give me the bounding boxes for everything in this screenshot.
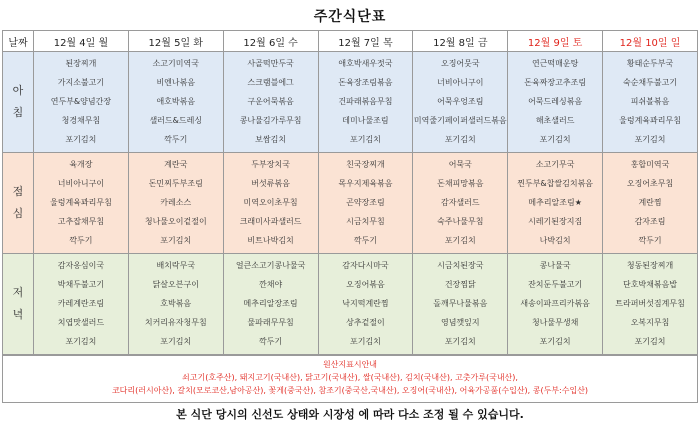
menu-item: 돌깨무나물볶음 — [433, 298, 488, 308]
menu-item: 상추겉절이 — [346, 318, 385, 328]
menu-item: 데미나물조림 — [342, 116, 389, 126]
meal-label-char: 점 — [12, 185, 24, 198]
day-header-saturday: 12월 9일 토 — [508, 31, 603, 52]
menu-item: 된장찌개 — [65, 58, 97, 68]
menu-item: 깍두기 — [259, 337, 283, 347]
menu-cell-list — [508, 254, 602, 354]
menu-item: 돈육짜장고추조림 — [524, 77, 587, 87]
menu-cell-list — [34, 52, 128, 152]
menu-item: 돈육장조림볶음 — [338, 77, 393, 87]
menu-table — [2, 30, 698, 355]
menu-item: 소고기미역국 — [152, 58, 199, 68]
menu-item: 청나물오이겉절이 — [144, 217, 207, 227]
menu-item: 시금치무침 — [346, 217, 385, 227]
menu-cell — [413, 52, 508, 153]
menu-cell — [128, 254, 223, 355]
day-header-sunday: 12월 10일 일 — [603, 31, 698, 52]
menu-item: 피쉬볼볶음 — [630, 96, 670, 106]
menu-cell-list — [129, 254, 223, 354]
menu-item: 보쌈김치 — [255, 135, 287, 145]
menu-item: 포기김치 — [634, 337, 666, 347]
menu-item: 닭살오븐구이 — [152, 279, 199, 289]
menu-cell-list — [129, 153, 223, 253]
menu-item: 감자조림 — [634, 217, 666, 227]
menu-item: 오징어초무침 — [626, 178, 674, 188]
menu-item: 깍두기 — [353, 236, 378, 246]
menu-item: 배치락무국 — [156, 260, 196, 270]
meal-label-char: 저 — [12, 286, 24, 299]
menu-item: 연근떡매운탕 — [531, 58, 579, 68]
menu-item: 포기김치 — [634, 135, 666, 145]
menu-item: 오징어뭇국 — [440, 58, 480, 68]
footer-note: 본 식단 당시의 신선도 상태와 시장성 에 따라 다소 조정 될 수 있습니다. — [176, 408, 524, 421]
meal-label-breakfast — [3, 52, 34, 153]
menu-cell-list — [319, 254, 413, 354]
menu-item: 메추리알장조림 — [243, 298, 298, 308]
meal-row-breakfast — [3, 52, 698, 153]
menu-item: 비엔나볶음 — [156, 77, 196, 87]
menu-cell — [223, 254, 318, 355]
menu-item: 소고기무국 — [535, 159, 575, 169]
menu-item: 친국장찌개 — [346, 159, 385, 169]
menu-cell-list — [129, 52, 223, 152]
menu-item: 어묵국 — [448, 159, 472, 169]
menu-item: 포기김치 — [160, 337, 192, 347]
menu-item: 울렁계육꽈리무침 — [50, 197, 112, 207]
menu-item: 어묵드레싱볶음 — [528, 96, 583, 106]
day-header: 12월 8일 금 — [413, 31, 508, 52]
menu-item: 시레기된장지짐 — [528, 217, 583, 227]
menu-item: 비트나박김치 — [247, 236, 294, 246]
menu-item: 목우지제육볶음 — [338, 178, 393, 188]
meal-row-dinner — [3, 254, 698, 355]
menu-item: 육개장 — [69, 159, 93, 169]
menu-cell-list — [319, 153, 413, 253]
menu-cell — [603, 52, 698, 153]
menu-cell — [413, 153, 508, 254]
menu-item: 새송이파프리카볶음 — [520, 298, 590, 308]
menu-cell — [34, 254, 129, 355]
menu-item: 카레계란조림 — [57, 298, 105, 308]
menu-item: 돈민찌두부조림 — [148, 178, 203, 188]
menu-cell — [413, 254, 508, 355]
menu-item: 호박볶음 — [160, 298, 192, 308]
menu-item: 얼큰소고기콩나물국 — [235, 260, 306, 270]
menu-item: 포기김치 — [349, 135, 381, 145]
menu-cell — [508, 254, 603, 355]
menu-item: 버섯류볶음 — [251, 178, 290, 188]
menu-item: 감자샐러드 — [440, 197, 480, 207]
menu-item: 사골떡만두국 — [247, 58, 294, 68]
menu-cell — [508, 52, 603, 153]
meal-label-dinner — [3, 254, 34, 355]
menu-cell — [508, 153, 603, 254]
menu-item: 포기김치 — [444, 135, 476, 145]
menu-cell — [34, 153, 129, 254]
menu-cell-list — [224, 254, 318, 354]
menu-item: 구운어묵볶음 — [247, 96, 294, 106]
menu-item: 깍두기 — [638, 236, 662, 246]
menu-item: 감자다시마국 — [342, 260, 389, 270]
menu-cell — [34, 52, 129, 153]
menu-item: 포기김치 — [539, 337, 571, 347]
menu-cell-list — [413, 254, 507, 354]
menu-item: 메추리알조림★ — [528, 197, 582, 207]
menu-item: 오복지무침 — [630, 318, 670, 328]
menu-item: 포기김치 — [160, 236, 192, 246]
day-header: 12월 7일 목 — [318, 31, 413, 52]
menu-cell — [318, 254, 413, 355]
menu-cell — [223, 153, 318, 254]
menu-item: 포기김치 — [444, 236, 476, 246]
menu-item: 미역오이초무침 — [243, 197, 298, 207]
menu-item: 홍합미역국 — [630, 159, 670, 169]
origin-notice-heading: 원산지표시안내 — [322, 360, 378, 369]
menu-cell-list — [319, 52, 413, 152]
menu-item: 가지소불고기 — [57, 77, 105, 87]
menu-item: 포기김치 — [65, 135, 97, 145]
menu-item: 숙주나물무침 — [437, 217, 484, 227]
menu-item: 울렁계육꽈리무침 — [619, 116, 681, 126]
menu-cell-list — [508, 153, 602, 253]
menu-item: 영념깻잎지 — [440, 318, 480, 328]
meal-label-char: 침 — [12, 106, 24, 119]
menu-item: 시금치된장국 — [437, 260, 484, 270]
menu-item: 포기김치 — [349, 337, 381, 347]
meal-label-char: 심 — [12, 207, 24, 220]
menu-cell-list — [413, 52, 507, 152]
header-row — [3, 31, 698, 52]
menu-item: 해초샐러드 — [535, 116, 575, 126]
menu-item: 단호박채볶음밥 — [622, 279, 678, 289]
menu-cell-list — [603, 52, 697, 152]
menu-item: 깍두기 — [69, 236, 93, 246]
menu-cell-list — [224, 52, 318, 152]
meal-label-char: 아 — [12, 84, 24, 97]
menu-item: 숙순채두불고기 — [622, 77, 678, 87]
origin-notice-line: 코다리(러시아산), 갈치(모로코산,남아공산), 꽃게(중국산), 참조기(중국산,국내산), 오징어(국내산), 어육가공품(수입산), 콩(두부:수입산) — [111, 386, 589, 395]
menu-cell-list — [413, 153, 507, 253]
menu-item: 어묵우엉조림 — [437, 96, 484, 106]
menu-item: 낙지떡계란찜 — [342, 298, 389, 308]
origin-notice-line: 쇠고기(호주산), 돼지고기(국내산), 닭고기(국내산), 쌀(국내산), 김치(국내산), 고춧가루(국내산), — [182, 373, 518, 382]
menu-item: 치엽맛샐러드 — [57, 318, 105, 328]
menu-item: 두부장치국 — [251, 159, 290, 169]
menu-item: 샐러드&드레싱 — [149, 116, 203, 126]
menu-item: 계란국 — [164, 159, 188, 169]
menu-item: 물파래무무침 — [247, 318, 294, 328]
menu-item: 오징어볶음 — [346, 279, 385, 289]
corner-cell: 날짜 — [3, 31, 34, 52]
menu-item: 크래미사과샐러드 — [239, 217, 302, 227]
menu-item: 콩나물김가루무침 — [239, 116, 302, 126]
menu-item: 잔치둔두불고기 — [528, 279, 583, 289]
meal-row-lunch — [3, 153, 698, 254]
menu-cell-list — [34, 254, 128, 354]
menu-item: 청경채무침 — [61, 116, 101, 126]
menu-cell-list — [603, 254, 697, 354]
menu-item: 스크램블에그 — [247, 77, 294, 87]
page-title: 주간식단표 — [313, 9, 387, 25]
menu-item: 카레소스 — [160, 197, 192, 207]
menu-item: 트라퍼버섯짐계무침 — [615, 298, 685, 308]
menu-item: 깍두기 — [164, 135, 188, 145]
menu-item: 돈채피망볶음 — [437, 178, 484, 188]
menu-item: 미역줄기페이퍼샐러드볶음 — [413, 116, 507, 126]
menu-item: 곤약장조림 — [346, 197, 385, 207]
menu-item: 포기김치 — [444, 337, 476, 347]
menu-cell — [318, 153, 413, 254]
menu-cell-list — [508, 52, 602, 152]
menu-cell — [128, 52, 223, 153]
meal-label-lunch — [3, 153, 34, 254]
menu-item: 청나물무생채 — [531, 318, 579, 328]
menu-item: 청동된장찌개 — [626, 260, 674, 270]
meal-label-char: 녁 — [12, 308, 24, 321]
menu-item: 너비아니구이 — [437, 77, 484, 87]
day-header: 12월 6일 수 — [223, 31, 318, 52]
origin-notice — [2, 355, 698, 403]
menu-cell — [318, 52, 413, 153]
menu-item: 너비아니구이 — [57, 178, 105, 188]
menu-cell — [223, 52, 318, 153]
day-header: 12월 5일 화 — [128, 31, 223, 52]
menu-cell-list — [603, 153, 697, 253]
menu-item: 건장찜닭 — [444, 279, 476, 289]
menu-item: 연두부&양념간장 — [50, 96, 112, 106]
menu-cell-list — [224, 153, 318, 253]
menu-item: 포기김치 — [65, 337, 97, 347]
menu-cell-list — [34, 153, 128, 253]
day-header: 12월 4일 월 — [34, 31, 129, 52]
menu-item: 건파래볶음무침 — [338, 96, 393, 106]
menu-item: 애호박새우젓국 — [338, 58, 393, 68]
menu-item: 박채두불고기 — [57, 279, 105, 289]
menu-item: 나박김치 — [539, 236, 571, 246]
menu-item: 깐채야 — [259, 279, 283, 289]
menu-item: 콩나물국 — [539, 260, 571, 270]
menu-item: 찐두부&찹쌀김치볶음 — [517, 178, 594, 188]
menu-item: 고추잡채무침 — [57, 217, 105, 227]
menu-item: 계란찜 — [638, 197, 662, 207]
menu-cell — [603, 153, 698, 254]
menu-item: 감자옹심이국 — [57, 260, 105, 270]
menu-item: 치커리유자청무침 — [144, 318, 207, 328]
menu-cell — [128, 153, 223, 254]
menu-item: 포기김치 — [539, 135, 571, 145]
menu-cell — [603, 254, 698, 355]
menu-item: 황태순두부국 — [626, 58, 674, 68]
menu-item: 애호박볶음 — [156, 96, 196, 106]
